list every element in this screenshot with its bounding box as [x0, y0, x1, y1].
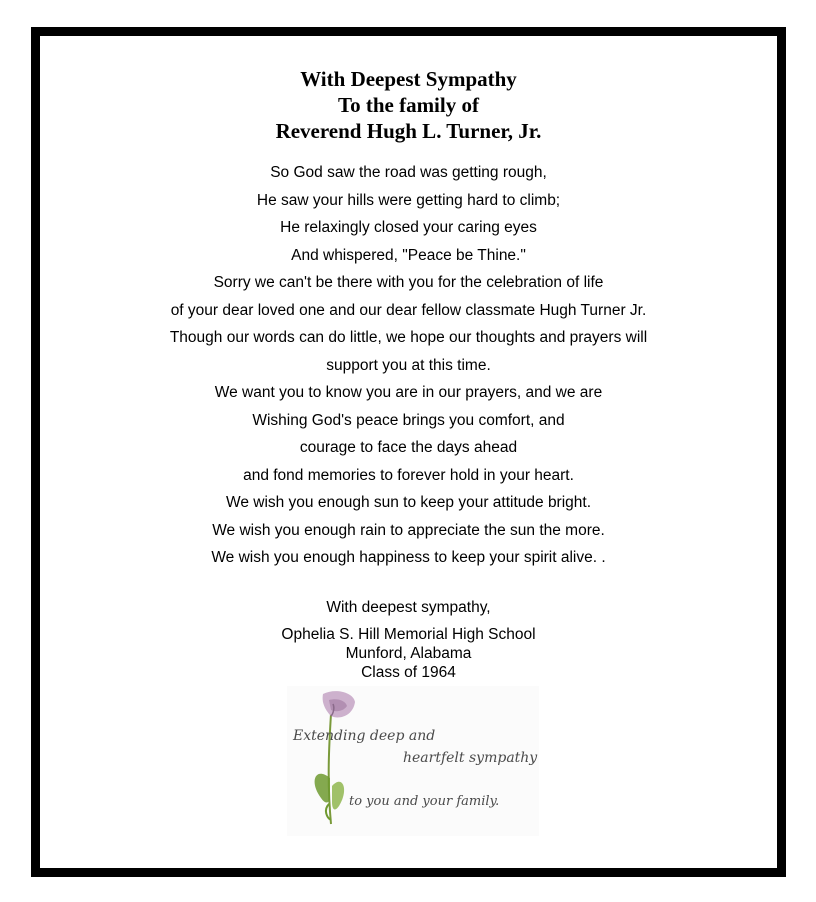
- school-location: Munford, Alabama: [345, 645, 472, 662]
- sympathy-card-image: [287, 686, 539, 836]
- card-script-line-2: heartfelt sympathy: [403, 750, 538, 766]
- page-border-frame: [31, 27, 786, 877]
- poem-line: So God saw the road was getting rough,: [270, 164, 547, 181]
- poem-line: And whispered, "Peace be Thine.": [291, 246, 526, 264]
- poem-line: He saw your hills were getting hard to climb;: [256, 191, 561, 209]
- signoff: [40, 598, 777, 682]
- poem-line: and fond memories to forever hold in your heart.: [243, 466, 574, 484]
- poem-line: We wish you enough rain to appreciate the sun the more.: [212, 521, 605, 539]
- card-script-line-3: to you and your family.: [349, 794, 500, 809]
- school-name: Ophelia S. Hill Memorial High School: [281, 626, 536, 643]
- card-script-line-1: Extending deep and: [293, 728, 436, 744]
- poem-line: Wishing God's peace brings you comfort, and: [252, 411, 565, 429]
- poem-line: courage to face the days ahead: [299, 439, 518, 456]
- closing-line: With deepest sympathy,: [326, 599, 491, 616]
- heading-line-1: With Deepest Sympathy: [300, 67, 517, 91]
- poem-line: Though our words can do little, we hope our thoughts and prayers will: [169, 329, 648, 346]
- poem-line: We want you to know you are in our prayers, and we are: [214, 384, 603, 401]
- poem-line: We wish you enough happiness to keep your spirit alive. .: [211, 549, 606, 566]
- heading-line-3: Reverend Hugh L. Turner, Jr.: [275, 119, 542, 143]
- heading: [40, 66, 777, 144]
- poem-body: [40, 159, 777, 572]
- class-year: Class of 1964: [361, 664, 456, 681]
- poem-line: We wish you enough sun to keep your attitude bright.: [225, 494, 592, 511]
- poem-line: Sorry we can't be there with you for the celebration of life: [213, 274, 604, 291]
- poem-line: of your dear loved one and our dear fellow classmate Hugh Turner Jr.: [170, 301, 647, 319]
- heading-line-2: To the family of: [338, 93, 479, 117]
- poem-line: support you at this time.: [326, 356, 491, 374]
- poem-line: He relaxingly closed your caring eyes: [280, 219, 537, 236]
